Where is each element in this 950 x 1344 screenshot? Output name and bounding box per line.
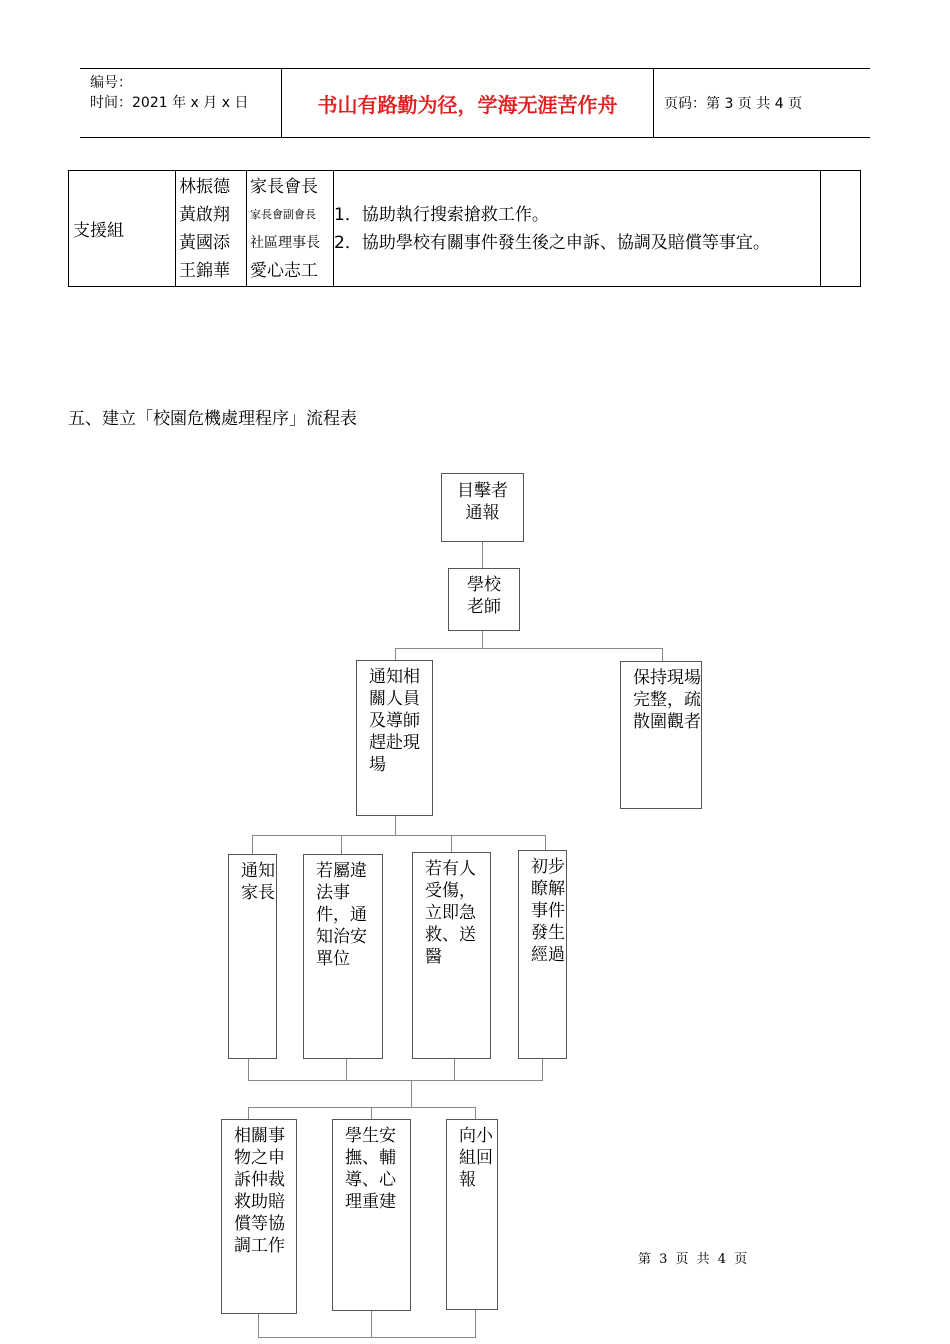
connector: [482, 630, 483, 648]
connector: [248, 1058, 249, 1080]
page-header: [80, 68, 870, 138]
member-role: 愛心志工: [250, 260, 318, 281]
connector: [248, 1107, 476, 1108]
connector: [371, 1107, 372, 1119]
flow-box-notify-staff: 通知相關人員及導師趕赴現場: [356, 660, 433, 816]
header-page-info: 页码：第 3 页 共 4 页: [664, 96, 803, 112]
empty-cell: [821, 171, 861, 287]
task-item: 1．協助執行搜索搶救工作。: [334, 204, 549, 225]
page-footer: 第 3 页 共 4 页: [638, 1252, 750, 1267]
flow-box-report: 向小組回報: [446, 1119, 498, 1310]
number-label: 编号：: [90, 75, 132, 91]
connector: [454, 1058, 455, 1080]
member-role: 社區理事長: [250, 234, 320, 251]
connector: [395, 648, 396, 660]
flow-box-complaints: 相關事物之申訴仲裁救助賠償等協調工作: [221, 1119, 297, 1314]
roles-cell: [247, 171, 334, 287]
tasks-cell: [334, 171, 821, 287]
connector: [475, 1309, 476, 1337]
connector: [341, 835, 342, 854]
flow-box-counseling: 學生安撫、輔導、心理重建: [332, 1119, 411, 1311]
connector: [346, 1058, 347, 1080]
flow-box-notify-parents: 通知家長: [228, 854, 277, 1059]
time-label: 时间：2021 年 x 月 x 日: [90, 95, 249, 111]
connector: [475, 1107, 476, 1119]
group-cell: 支援組: [69, 171, 176, 287]
table-row: [69, 171, 861, 287]
connector: [482, 541, 483, 569]
member-role: 家長會副會長: [250, 207, 316, 221]
member-name: 林振德: [179, 176, 230, 197]
connector: [248, 1107, 249, 1119]
connector: [371, 1310, 372, 1337]
header-motto: 书山有路勤为径，学海无涯苦作舟: [282, 69, 654, 137]
section-title: 五、建立「校園危機處理程序」流程表: [68, 409, 357, 429]
connector: [545, 835, 546, 850]
flow-box-injured: 若有人受傷，立即急救、送醫: [412, 852, 491, 1059]
member-name: 王錦華: [179, 260, 230, 281]
flow-box-keep-scene: 保持現場完整，疏散圍觀者: [620, 661, 702, 809]
flow-box-witness: 目擊者通報: [441, 473, 524, 542]
connector: [248, 1080, 543, 1081]
connector: [451, 835, 452, 852]
flow-box-investigate: 初步瞭解事件發生經過: [518, 850, 567, 1059]
connector: [252, 835, 253, 854]
flow-box-teacher: 學校老師: [448, 568, 520, 631]
header-meta: [80, 69, 282, 137]
connector: [411, 1080, 412, 1107]
task-item: 2．協助學校有關事件發生後之申訴、協調及賠償等事宜。: [334, 232, 770, 253]
connector: [258, 1313, 259, 1337]
names-cell: [176, 171, 247, 287]
connector: [395, 815, 396, 835]
support-group-table: [68, 170, 861, 287]
connector: [252, 835, 546, 836]
connector: [395, 648, 663, 649]
member-name: 黃國添: [179, 232, 230, 253]
connector: [662, 648, 663, 661]
flow-box-illegal: 若屬違法事件，通知治安單位: [303, 854, 383, 1059]
member-name: 黃啟翔: [179, 204, 230, 225]
member-role: 家長會長: [250, 176, 318, 197]
connector: [258, 1337, 476, 1338]
connector: [542, 1058, 543, 1080]
